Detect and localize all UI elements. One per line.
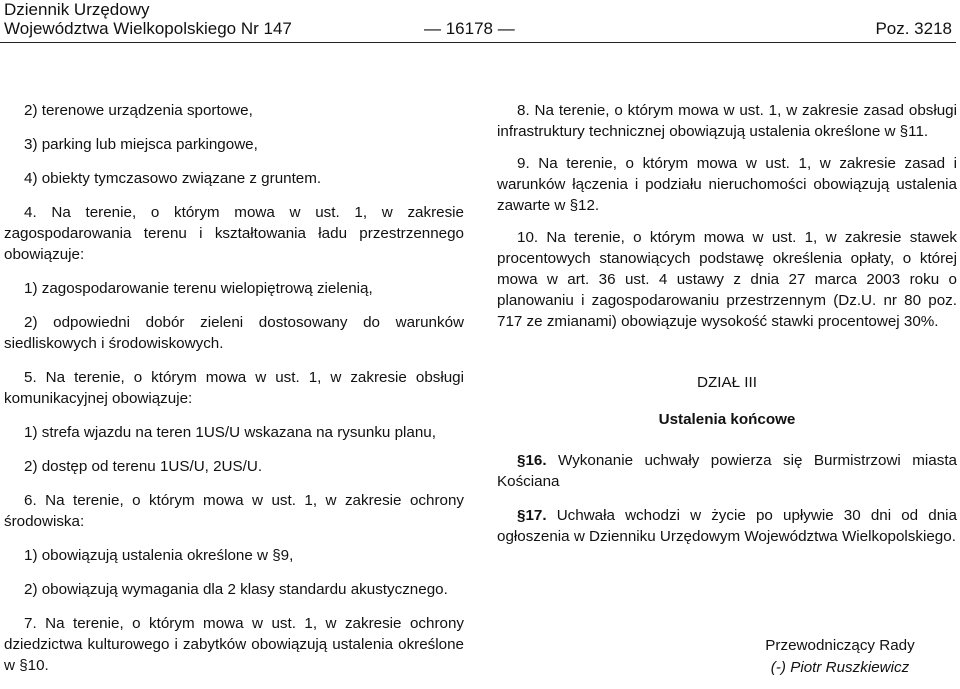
paragraph: 1) obowiązują ustalenia określone w §9, <box>24 547 294 564</box>
paragraph: 2) dostęp od terenu 1US/U, 2US/U. <box>24 458 263 475</box>
paragraph-16 <box>497 450 957 492</box>
section-text: Uchwała wchodzi w życie po upływie 30 dni od dnia ogłoszenia w Dzienniku Urzędowym Województwa Wielkopolskiego. <box>497 507 957 545</box>
signature-block <box>740 635 940 679</box>
paragraph-8: 8. Na terenie, o którym mowa w ust. 1, w zakresie zasad obsługi infrastruktury technicznej obowiązują ustalenia określone w §11. <box>497 102 957 140</box>
journal-subtitle: Województwa Wielkopolskiego Nr 147 <box>4 19 292 38</box>
paragraph: 2) obowiązują wymagania dla 2 klasy standardu akustycznego. <box>24 581 448 598</box>
paragraph: 1) zagospodarowanie terenu wielopiętrową zielenią, <box>24 280 373 297</box>
signature-name: (-) Piotr Ruszkiewicz <box>770 659 910 676</box>
division-heading: DZIAŁ III <box>697 374 757 391</box>
paragraph: 4) obiekty tymczasowo związane z gruntem. <box>24 170 322 187</box>
paragraph: 3) parking lub miejsca parkingowe, <box>24 136 258 153</box>
paragraph: 5. Na terenie, o którym mowa w ust. 1, w zakresie obsługi komunikacyjnej obowiązuje: <box>4 369 464 407</box>
paragraph: 1) strefa wjazdu na teren 1US/U wskazana na rysunku planu, <box>24 424 436 441</box>
right-column <box>497 100 957 560</box>
paragraph-10: 10. Na terenie, o którym mowa w ust. 1, w zakresie stawek procentowych stanowiących podstawę określenia opłaty, o której mowa w art. 36 ust. 4 ustawy z dnia 27 marca 2003 roku o planowaniu i zagospodarowaniu przestrzennym (Dz.U. nr 80 poz. 717 ze zmianami) obowiązuje wysokość stawki procentowej 30%. <box>497 229 957 330</box>
section-number: §16. <box>517 452 547 469</box>
page-number: — 16178 — <box>424 19 515 38</box>
paragraph: 2) odpowiedni dobór zieleni dostosowany do warunków siedliskowych i środowiskowych. <box>4 314 464 352</box>
paragraph-9: 9. Na terenie, o którym mowa w ust. 1, w zakresie zasad i warunków łączenia i podziału nieruchomości obowiązują ustalenia zawarte w §12. <box>497 155 957 214</box>
section-number: §17. <box>517 507 547 524</box>
paragraph-17 <box>497 505 957 547</box>
section-text: Wykonanie uchwały powierza się Burmistrzowi miasta Kościana <box>497 452 957 490</box>
paragraph: 6. Na terenie, o którym mowa w ust. 1, w zakresie ochrony środowiska: <box>4 492 464 530</box>
paragraph: 4. Na terenie, o którym mowa w ust. 1, w zakresie zagospodarowania terenu i kształtowania ładu przestrzennego obowiązuje: <box>4 204 464 263</box>
paragraph: 7. Na terenie, o którym mowa w ust. 1, w zakresie ochrony dziedzictwa kulturowego i zabytków obowiązują ustalenia określone w §10. <box>4 615 464 674</box>
signature-title: Przewodniczący Rady <box>765 637 915 654</box>
journal-title: Dziennik Urzędowy <box>4 0 150 19</box>
left-column <box>4 100 464 689</box>
section-title: Ustalenia końcowe <box>658 411 796 428</box>
position-number: Poz. 3218 <box>875 19 952 38</box>
paragraph: 2) terenowe urządzenia sportowe, <box>24 102 253 119</box>
page-header <box>4 0 956 40</box>
header-rule <box>0 42 956 43</box>
